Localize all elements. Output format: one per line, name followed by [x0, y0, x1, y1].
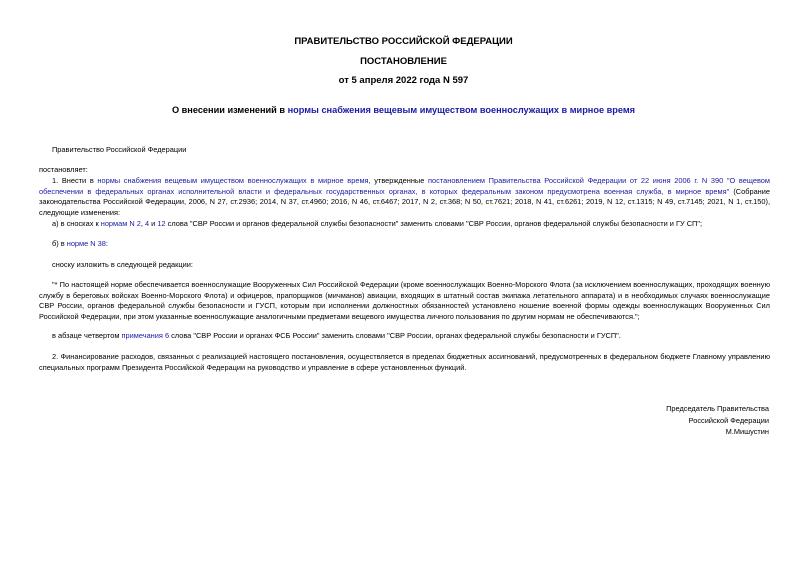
- item-a-text: а) в сносках к: [52, 219, 101, 228]
- item-1-text: 1. Внести в: [52, 176, 98, 185]
- item-b-text: б) в: [52, 239, 67, 248]
- item-note-text: в абзаце четвертом: [52, 331, 122, 340]
- item-2-paragraph: 2. Финансирование расходов, связанных с реализацией настоящего постановления, осуществляется в пределах бюджетных ассигнований, предусмотренных в федеральном бюджете Главному управлению специальных программ Президента Российской Федерации на руководство и управление в сфере установленных функций.: [39, 352, 770, 372]
- item-b-paragraph: [39, 239, 770, 250]
- signature-position: Председатель Правительства: [666, 404, 769, 413]
- item-a-text: ,: [140, 219, 145, 228]
- footnote-intro-paragraph: сноску изложить в следующей редакции:: [52, 260, 193, 269]
- item-a-text: и: [149, 219, 158, 228]
- title-norms-link[interactable]: нормы снабжения вещевым имуществом военнослужащих в мирное время: [287, 105, 636, 115]
- footnote-text-paragraph: "* По настоящей норме обеспечивается военнослужащие Вооруженных Сил Российской Федерации (кроме военнослужащих Военно-Морского Флота (за исключением военнослужащих, проходящих военную службу в береговых войсках Военно-Морского Флота) и офицеров, прапорщиков (мичманов) авиации, входящих в штатный состав экипажа летательного аппарата) и в необходимых случаях военнослужащие СВР России, органов федеральной службы безопасности и ГУСП, которым при исполнении должностных обязанностей установлено ношение военной формы одежды военнослужащих Вооруженных Сил Российской Федерации, при этом указанные военнослужащие аналогичными предметами вещевого имущества личного пользования по другим нормам не обеспечиваются.";: [39, 280, 770, 321]
- signature-name: М.Мишустин: [725, 427, 769, 436]
- signature-block: [666, 403, 769, 438]
- signature-organization: Российской Федерации: [688, 415, 769, 425]
- resolves-paragraph: постановляет:: [39, 165, 88, 174]
- item-note-paragraph: [39, 331, 770, 342]
- item-1-text: (Собрание законодательства Российской Федерации, 2006, N 27, ст.2936; 2014, N 37, ст.4960; 2016, N 46, ст.6467; 2017, N 2, ст.368; N 50, ст.7621; 2018, N 41, ст.6261; 2019, N 12, ст.1315; N 49, ст.7145; 2021, N 1, ст.150), следующие изменения:: [39, 186, 770, 217]
- norms-link[interactable]: нормы снабжения вещевым имуществом военнослужащих в мирное время: [97, 176, 369, 185]
- date-number-heading: от 5 апреля 2022 года N 597: [338, 75, 469, 86]
- item-note-text: слова "СВР России и органах ФСБ России" заменить словами "СВР России, органах федеральной службы безопасности и ГУСП".: [169, 331, 621, 340]
- intro-paragraph: Правительство Российской Федерации: [52, 145, 187, 154]
- item-a-text: слова "СВР России и органов федеральной службы безопасности" заменить словами "СВР России, органов федеральной службы безопасности и ГУ СП";: [165, 219, 703, 228]
- title-prefix: О внесении изменений в: [171, 105, 288, 115]
- item-a-paragraph: [39, 219, 770, 230]
- norm-12-link[interactable]: 12: [157, 219, 166, 228]
- note-6-link[interactable]: примечания 6: [121, 331, 170, 340]
- norm-38-link[interactable]: норме N 38: [66, 239, 106, 248]
- norm-4-link[interactable]: 4: [144, 219, 150, 228]
- doc-type-heading: ПОСТАНОВЛЕНИЕ: [360, 56, 447, 67]
- government-heading: ПРАВИТЕЛЬСТВО РОССИЙСКОЙ ФЕДЕРАЦИИ: [294, 36, 513, 47]
- resolution-390-link[interactable]: постановлением Правительства Российской Федерации от 22 июня 2006 г. N 390 "О вещевом обеспечении в федеральных органах исполнительной власти и федеральных государственных органах, в которых федеральным законом предусмотрена военная служба, в мирное время": [39, 176, 770, 196]
- norm-2-link[interactable]: нормам N 2: [100, 219, 141, 228]
- document-title: [0, 105, 807, 115]
- item-b-text: :: [105, 239, 108, 248]
- item-1-paragraph: [39, 176, 770, 218]
- item-1-text: , утвержденные: [368, 176, 429, 185]
